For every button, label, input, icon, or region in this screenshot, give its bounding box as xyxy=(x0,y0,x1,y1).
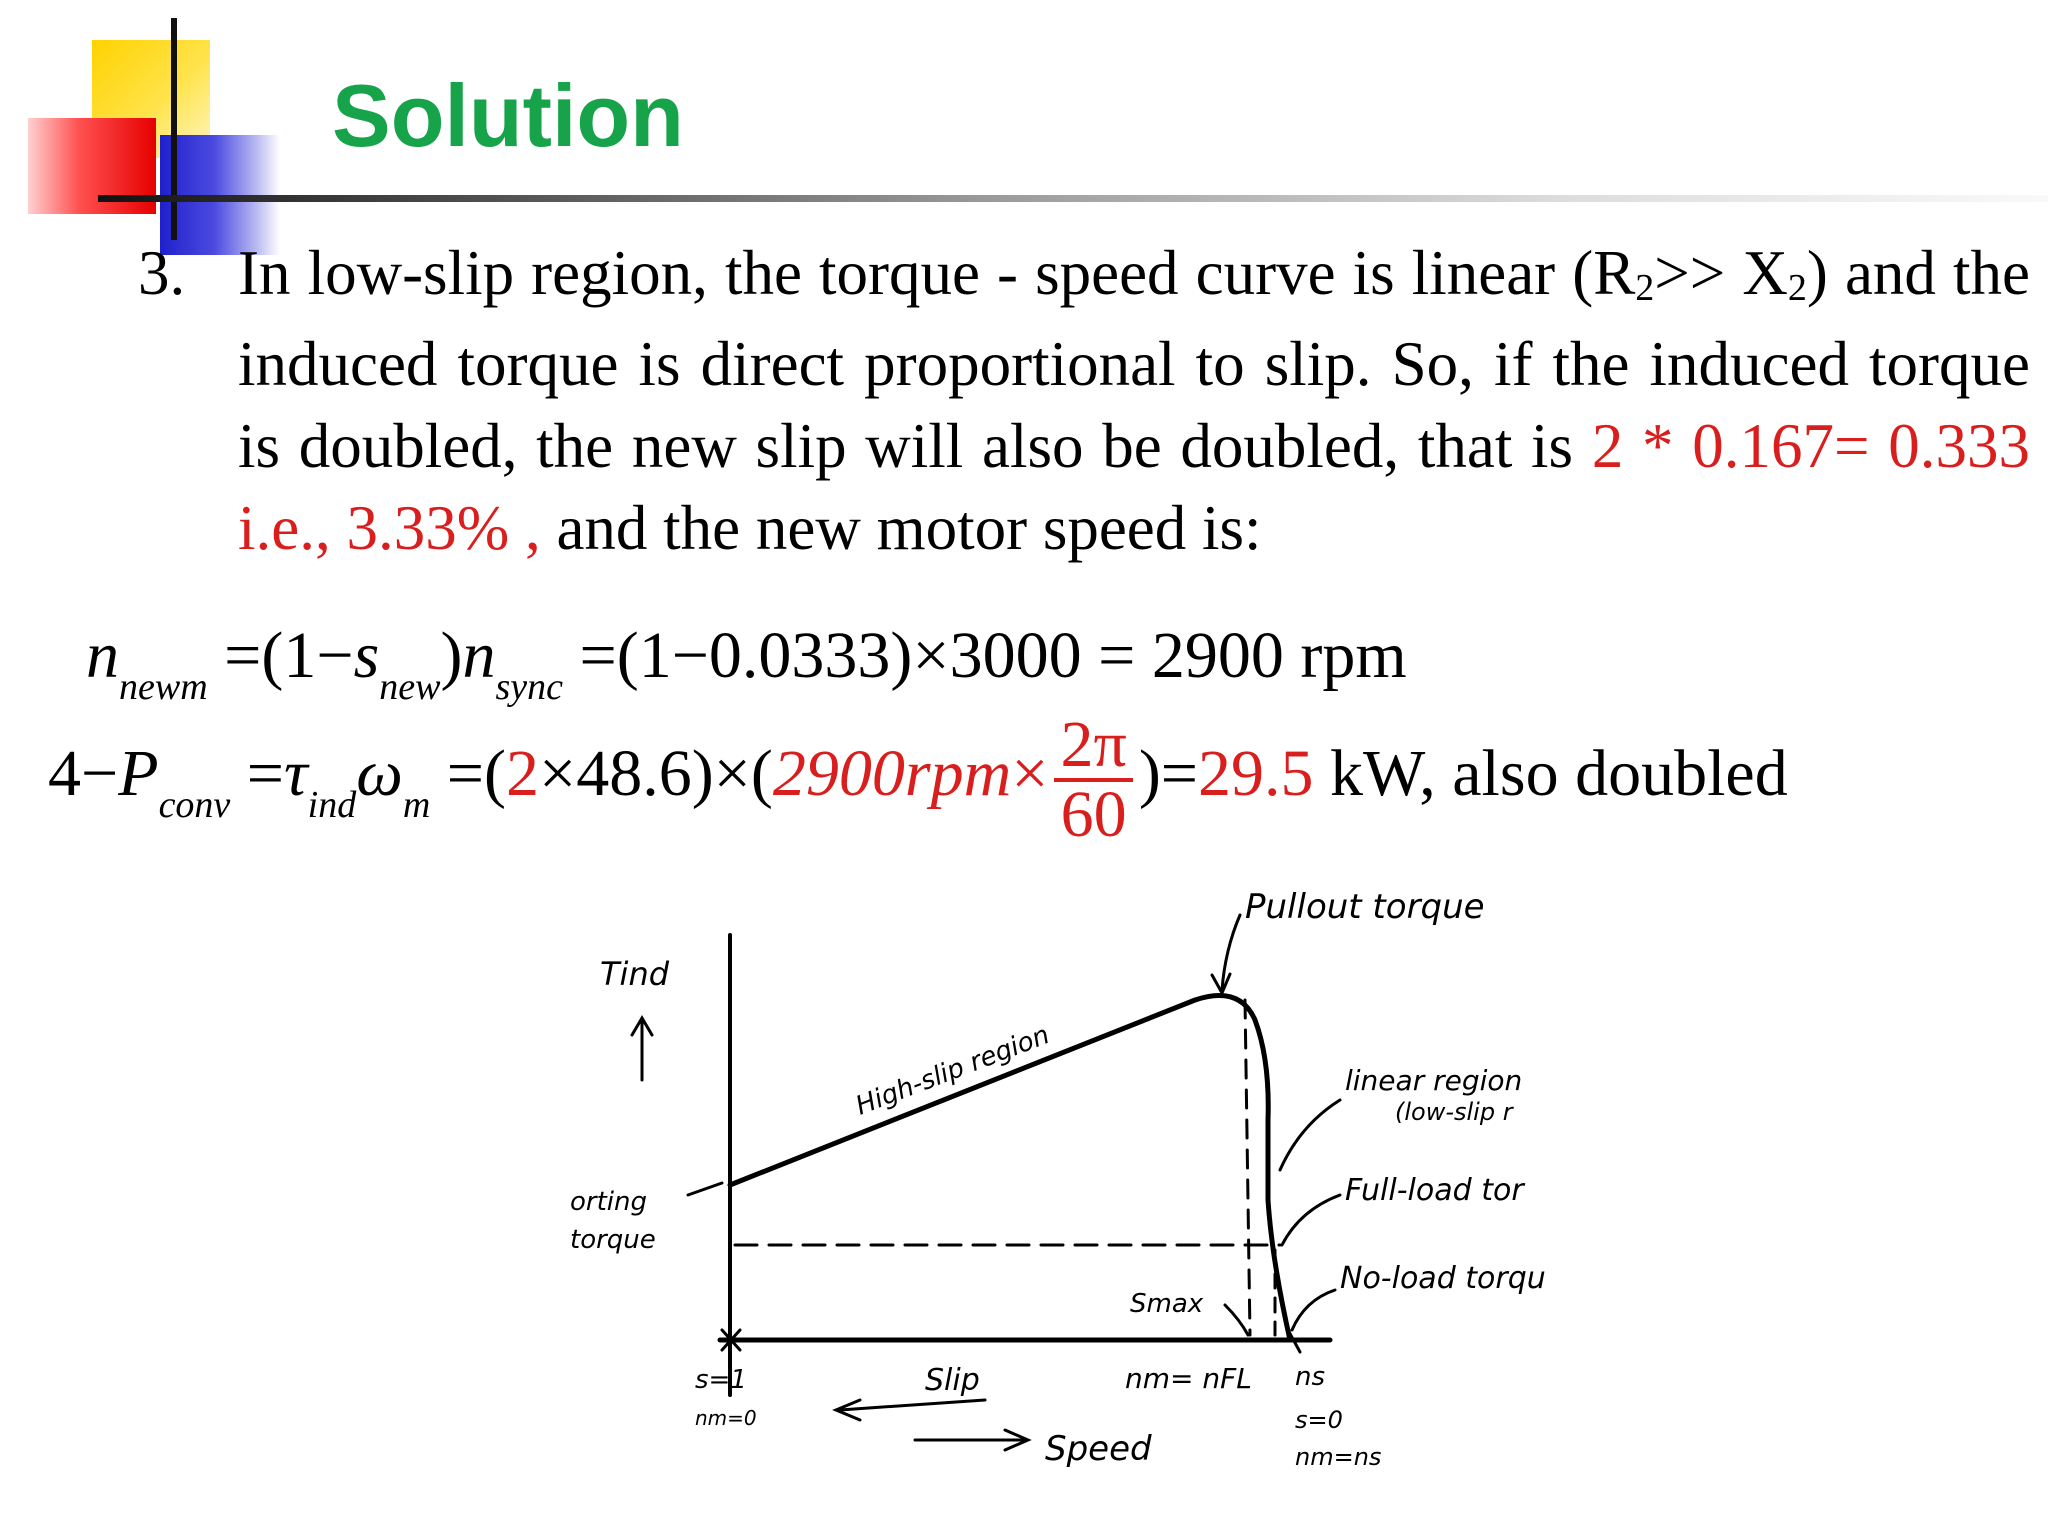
label-nm0: nm=0 xyxy=(695,1406,757,1430)
item-number: 3. xyxy=(138,238,186,308)
label-full-load: Full-load tor xyxy=(1345,1173,1524,1208)
eq1-s: s xyxy=(353,619,380,692)
eq1-part1: =(1− xyxy=(224,619,354,692)
fullload-arrow xyxy=(1282,1195,1340,1245)
label-starting-1: orting xyxy=(570,1187,647,1217)
label-smax: Smax xyxy=(1130,1289,1204,1319)
eq2-tau: τ xyxy=(284,737,308,811)
eq2-two: 2 xyxy=(505,737,539,811)
linear-arrow xyxy=(1280,1100,1340,1170)
pullout-arrow xyxy=(1222,915,1240,990)
smax-arrow xyxy=(1225,1305,1248,1335)
para-sub-x: 2 xyxy=(1787,267,1807,309)
eq1-sub-newm: newm xyxy=(119,666,208,708)
eq2-lead: 4− xyxy=(48,737,119,811)
eq2-times2: × xyxy=(1011,737,1049,811)
eq2-close: )= xyxy=(1138,737,1199,811)
label-s1: s=1 xyxy=(695,1365,747,1395)
slide-title: Solution xyxy=(332,66,684,165)
para-highlight: 2 * 0.167= 0.333 i.e., 3.33% , xyxy=(238,411,2031,563)
eq2-omega: ω xyxy=(356,737,403,811)
label-linear-2: (low-slip r xyxy=(1395,1098,1513,1126)
para-sub-r: 2 xyxy=(1635,267,1655,309)
eq2-sub-ind: ind xyxy=(307,784,357,827)
label-ns: ns xyxy=(1295,1362,1326,1392)
label-nm-ns: nm=ns xyxy=(1295,1443,1382,1471)
label-pullout: Pullout torque xyxy=(1245,887,1485,927)
eq1-sub-new: new xyxy=(379,666,441,708)
eq1-n2: n xyxy=(462,619,496,692)
label-slip: Slip xyxy=(925,1363,980,1398)
label-tind: Tind xyxy=(600,955,670,993)
label-no-load: No-load torqu xyxy=(1340,1261,1546,1296)
eq2-result: 29.5 xyxy=(1198,737,1314,811)
slip-arrow xyxy=(840,1400,985,1410)
eq2-p: P xyxy=(118,737,159,811)
eq2-frac-num: 2π xyxy=(1054,712,1132,782)
eq1-n: n xyxy=(86,619,119,692)
para-text-lead: In low-slip region, the torque - speed curve is linear (R xyxy=(238,238,1636,308)
label-linear-1: linear region xyxy=(1345,1064,1523,1097)
eq2-frac-den: 60 xyxy=(1060,778,1127,851)
eq1-close: ) xyxy=(440,619,463,692)
eq2-times1: ×48.6)×( xyxy=(538,737,773,811)
eq2-sub-conv: conv xyxy=(158,784,231,827)
starting-arrow xyxy=(688,1183,722,1195)
label-s0: s=0 xyxy=(1295,1406,1343,1434)
pullout-dash xyxy=(1245,1000,1250,1335)
para-text-mid: >> X xyxy=(1654,238,1788,308)
para-text-tail: and the new motor speed is: xyxy=(540,493,1262,563)
eq1-rest: =(1−0.0333)×3000 = 2900 rpm xyxy=(579,619,1407,692)
label-starting-2: torque xyxy=(570,1225,656,1255)
noload-arrow xyxy=(1292,1290,1335,1330)
eq2-rpm: 2900rpm xyxy=(772,737,1012,811)
label-nm-nfl: nm= nFL xyxy=(1125,1362,1252,1395)
label-high-slip: High-slip region xyxy=(851,1020,1054,1122)
para-text-close: ) and the induced torque is direct proportional to slip. So, if the induced torque is doubled, the new slip will also be doubled, that is xyxy=(238,238,2030,481)
eq2-eq: = xyxy=(246,737,285,811)
eq1-sub-sync: sync xyxy=(495,666,563,708)
eq2-tail: kW, also doubled xyxy=(1313,737,1788,811)
label-speed: Speed xyxy=(1045,1429,1152,1469)
eq2-part2: =( xyxy=(446,737,506,811)
eq2-sub-m: m xyxy=(402,784,431,827)
